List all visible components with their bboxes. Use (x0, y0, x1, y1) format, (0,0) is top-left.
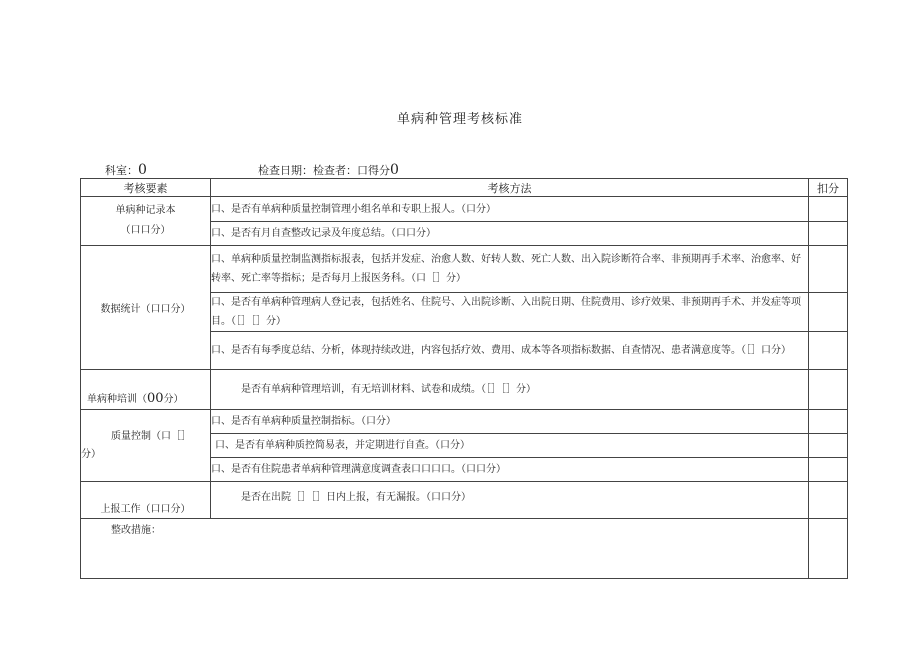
assessment-table (80, 178, 848, 579)
section-name-statistics: 数据统计（口口分） (81, 246, 211, 370)
table-row (81, 482, 848, 519)
method-item: 口、是否有单病种质控简易表，并定期进行自查。（口分） (211, 434, 809, 458)
deduct-cell[interactable] (809, 370, 848, 410)
method-item: 口、是否有月自查整改记录及年度总结。（口口分） (211, 222, 809, 246)
section-name-training: 单病种培训（00分） (81, 370, 211, 410)
header-method: 考核方法 (211, 179, 809, 197)
method-item: 口、是否有单病种质量控制指标。（口分） (211, 410, 809, 434)
deduct-cell[interactable] (809, 332, 848, 370)
notes-row (81, 519, 848, 579)
deduct-cell[interactable] (809, 197, 848, 222)
method-item: 口、单病种质量控制监测指标报表，包括并发症、治愈人数、好转人数、死亡人数、出入院诊断符合率、非预期再手术率、治愈率、好转率、死亡率等指标；是否每月上报医务科。（口［］分） (211, 246, 809, 293)
table-row (81, 246, 848, 293)
check-field (258, 162, 399, 178)
method-item: 口、是否有单病种管理病人登记表，包括姓名、住院号、入出院诊断、入出院日期、住院费用、诊疗效果、非预期再手术、并发症等项目。（［］［］分） (211, 293, 809, 332)
table-row (81, 370, 848, 410)
section-name-quality-control: 质量控制（口［］ 分） (81, 410, 211, 482)
table-row (81, 410, 848, 434)
notes-label: 整改措施： (111, 525, 161, 536)
deduct-cell[interactable] (809, 434, 848, 458)
notes-deduct-cell[interactable] (809, 519, 848, 579)
header-deduct: 扣分 (809, 179, 848, 197)
header-row (81, 179, 848, 197)
deduct-cell[interactable] (809, 222, 848, 246)
method-item: 口、是否有住院患者单病种管理满意度调查表口口口口。（口口分） (211, 458, 809, 482)
rectification-measures[interactable] (81, 519, 809, 579)
deduct-cell[interactable] (809, 482, 848, 519)
dept-field (105, 162, 147, 178)
deduct-cell[interactable] (809, 410, 848, 434)
deduct-cell[interactable] (809, 293, 848, 332)
check-label: 检查日期：检查者：口得分 (258, 164, 390, 177)
header-element: 考核要素 (81, 179, 211, 197)
page-title: 单病种管理考核标准 (396, 112, 523, 127)
table-row (81, 197, 848, 222)
section-name-reporting: 上报工作（口口分） (81, 482, 211, 519)
method-item: 口、是否有单病种质量控制管理小组名单和专职上报人。（口分） (211, 197, 809, 222)
method-item: 口、是否有每季度总结、分析，体现持续改进，内容包括疗效、费用、成本等各项指标数据、自查情况、患者满意度等。（［］口分） (211, 332, 809, 370)
dept-label: 科室： (105, 164, 138, 177)
section-name-records: 单病种记录本 （口口分） (81, 197, 211, 246)
method-item: 是否在出院［］［］日内上报，有无漏报。（口口分） (211, 482, 809, 519)
method-item: 是否有单病种管理培训，有无培训材料、试卷和成绩。（［］［］分） (211, 370, 809, 410)
deduct-cell[interactable] (809, 458, 848, 482)
deduct-cell[interactable] (809, 246, 848, 293)
score-value: 0 (390, 162, 399, 178)
dept-value: 0 (138, 162, 147, 178)
